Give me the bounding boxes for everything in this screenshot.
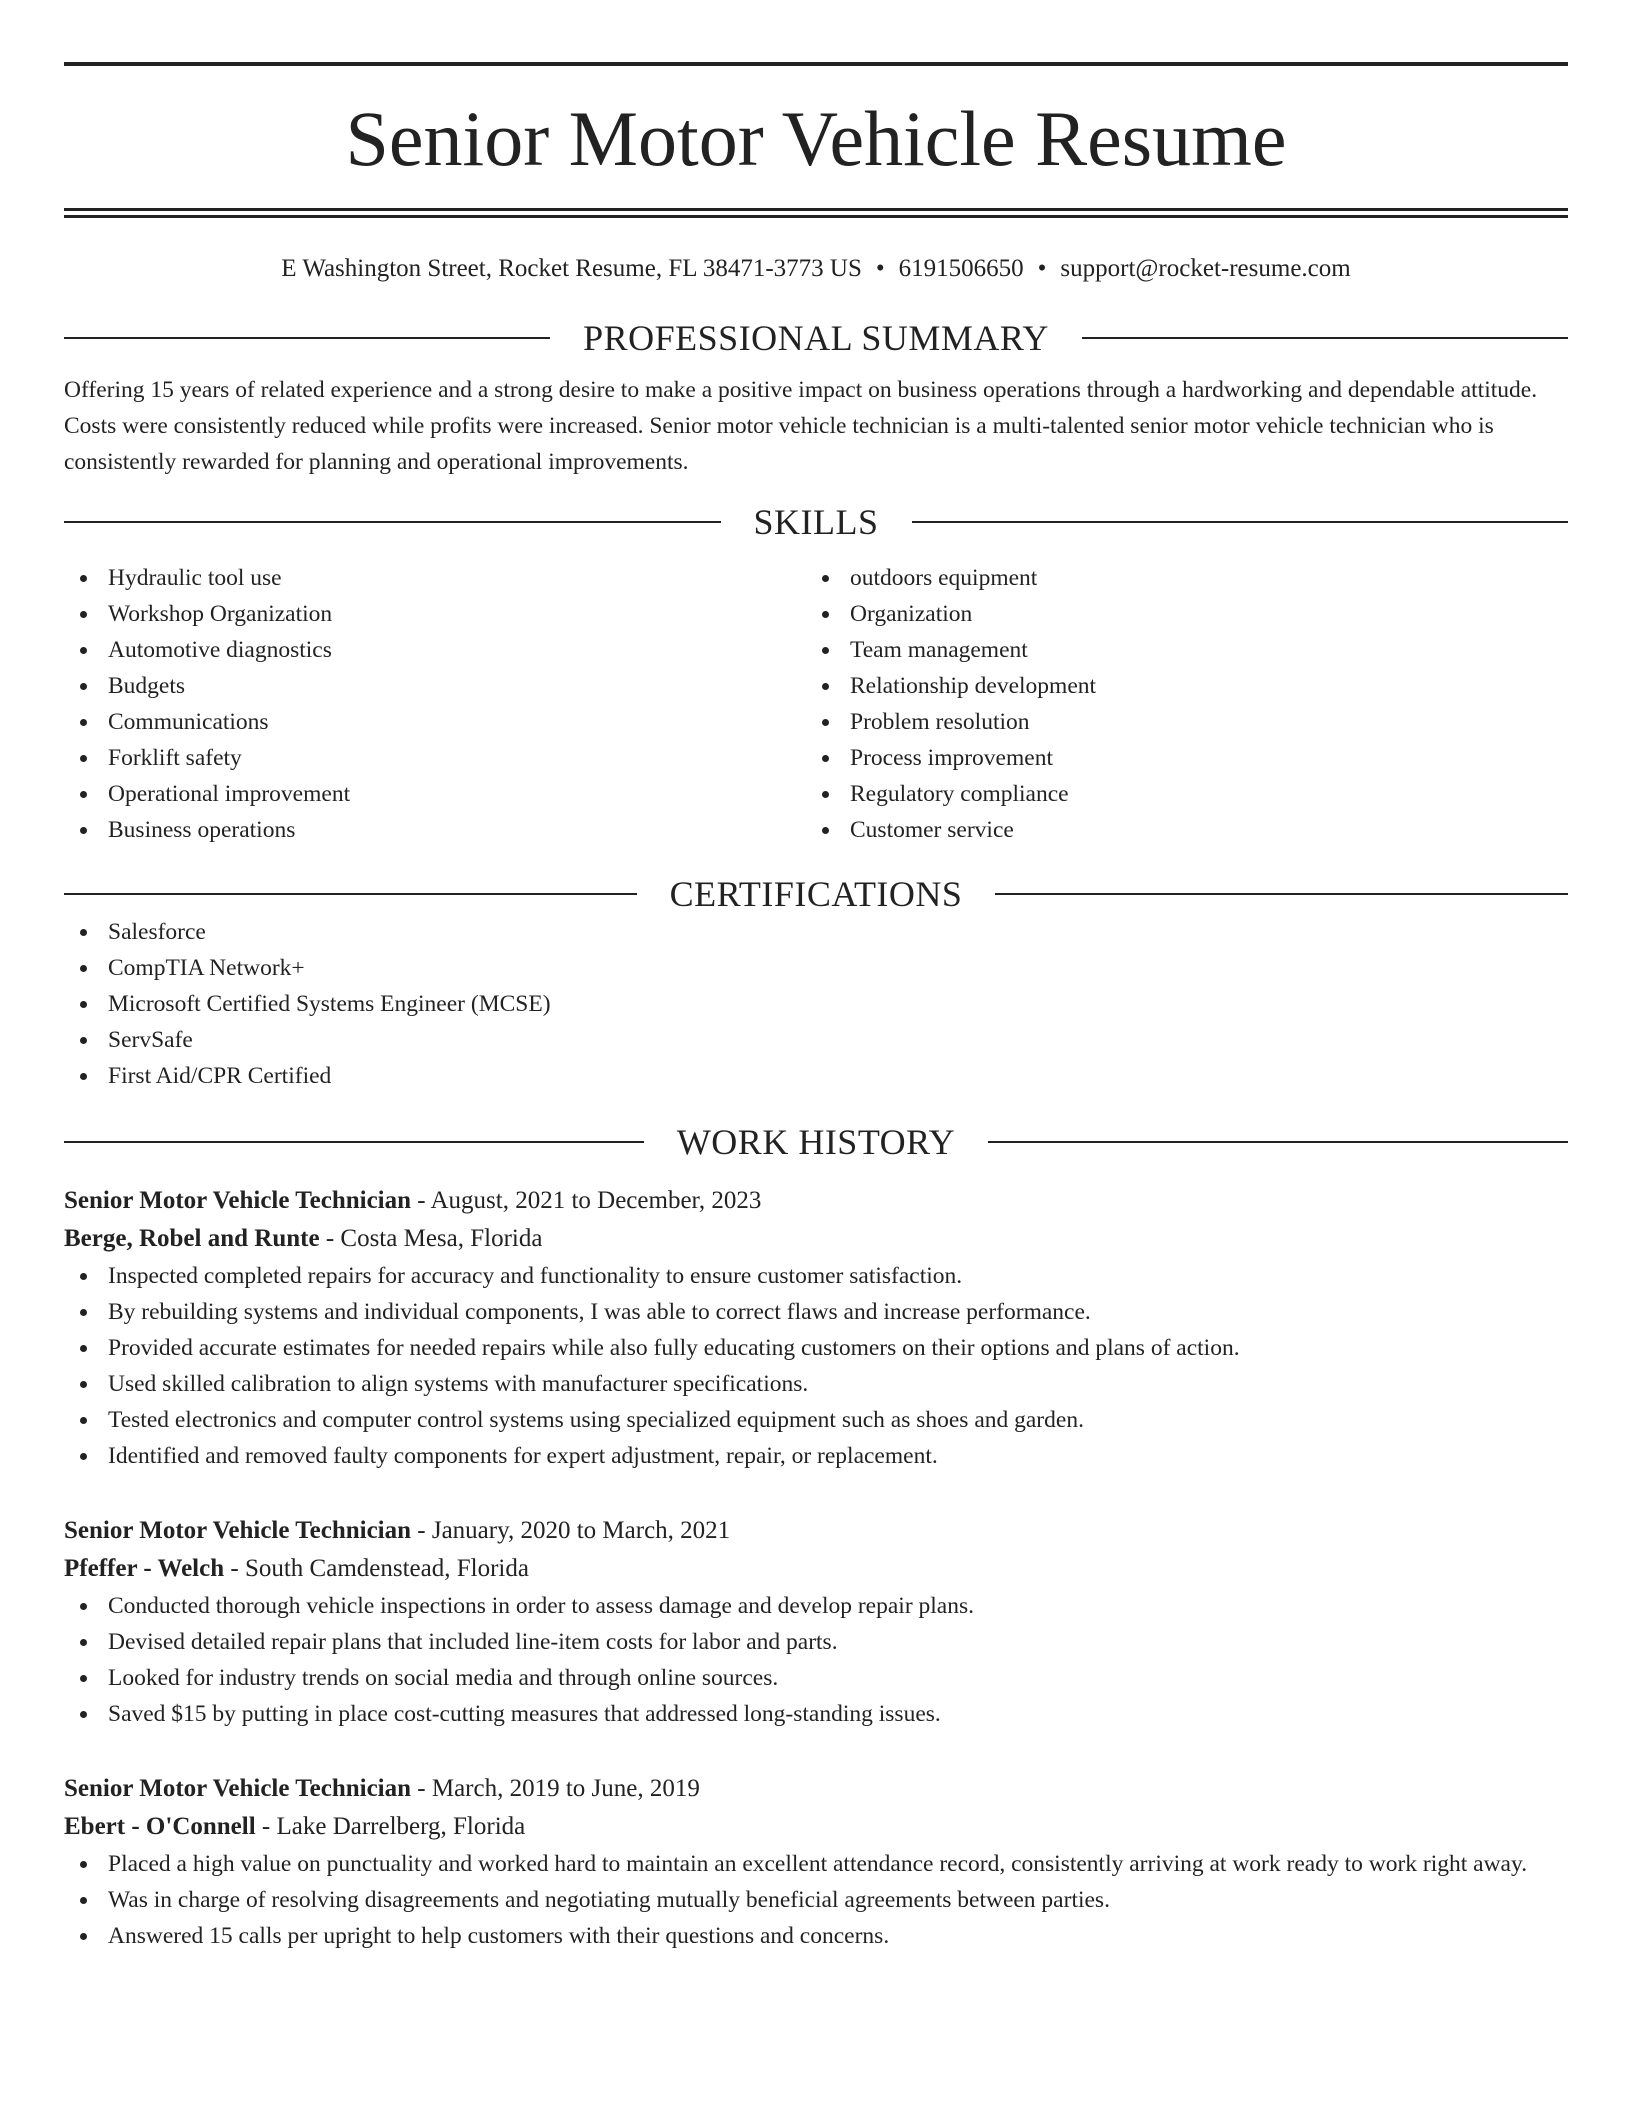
skill-item: Budgets xyxy=(64,668,806,704)
skill-item: Hydraulic tool use xyxy=(64,560,806,596)
skill-item: Operational improvement xyxy=(64,776,806,812)
skill-item: Automotive diagnostics xyxy=(64,632,806,668)
job-title-line xyxy=(64,1770,1568,1808)
skill-item: outdoors equipment xyxy=(806,560,1548,596)
title-double-rule xyxy=(64,208,1568,218)
job-bullet: Conducted thorough vehicle inspections in order to assess damage and develop repair plans. xyxy=(64,1588,1568,1624)
job-bullet-list xyxy=(64,1846,1568,1954)
certifications-list xyxy=(64,914,1568,1094)
skill-item: Relationship development xyxy=(806,668,1548,704)
skill-item: Business operations xyxy=(64,812,806,848)
job-location: - Lake Darrelberg, Florida xyxy=(255,1813,526,1840)
job-bullet: Devised detailed repair plans that included line-item costs for labor and parts. xyxy=(64,1624,1568,1660)
contact-address: E Washington Street, Rocket Resume, FL 38471-3773 US xyxy=(281,255,862,282)
job-dates: - March, 2019 to June, 2019 xyxy=(411,1775,700,1802)
skill-item: Problem resolution xyxy=(806,704,1548,740)
job-entry xyxy=(64,1512,1568,1732)
skills-left-list xyxy=(64,560,806,848)
skills-grid xyxy=(64,560,1568,848)
skill-item: Organization xyxy=(806,596,1548,632)
certification-item: Microsoft Certified Systems Engineer (MCSE) xyxy=(64,986,1568,1022)
job-bullet: Used skilled calibration to align systems with manufacturer specifications. xyxy=(64,1366,1568,1402)
summary-heading xyxy=(64,318,1568,358)
job-company: Pfeffer - Welch xyxy=(64,1555,225,1582)
job-title: Senior Motor Vehicle Technician xyxy=(64,1187,412,1214)
job-bullet: Placed a high value on punctuality and worked hard to maintain an excellent attendance record, consistently arriving at work ready to work right away. xyxy=(64,1846,1568,1882)
job-company-line xyxy=(64,1808,1568,1846)
job-bullet: Tested electronics and computer control systems using specialized equipment such as shoes and garden. xyxy=(64,1402,1568,1438)
job-dates: - January, 2020 to March, 2021 xyxy=(411,1517,731,1544)
skill-item: Workshop Organization xyxy=(64,596,806,632)
summary-heading-label: PROFESSIONAL SUMMARY xyxy=(583,318,1049,358)
job-bullet: Saved $15 by putting in place cost-cutting measures that addressed long-standing issues. xyxy=(64,1696,1568,1732)
skill-item: Customer service xyxy=(806,812,1548,848)
job-company-line xyxy=(64,1550,1568,1588)
skills-right-list xyxy=(806,560,1548,848)
certification-item: First Aid/CPR Certified xyxy=(64,1058,1568,1094)
skill-item: Process improvement xyxy=(806,740,1548,776)
heading-rule-left xyxy=(64,1141,644,1143)
certification-item: ServSafe xyxy=(64,1022,1568,1058)
job-bullet: Answered 15 calls per upright to help customers with their questions and concerns. xyxy=(64,1918,1568,1954)
skills-heading xyxy=(64,502,1568,542)
certifications-heading xyxy=(64,874,1568,914)
job-company-line xyxy=(64,1220,1568,1258)
job-location: - Costa Mesa, Florida xyxy=(319,1225,543,1252)
job-dates: - August, 2021 to December, 2023 xyxy=(411,1187,762,1214)
heading-rule-right xyxy=(988,1141,1568,1143)
contact-phone[interactable]: 6191506650 xyxy=(898,255,1024,282)
job-company: Ebert - O'Connell xyxy=(64,1813,256,1840)
heading-rule-right xyxy=(995,893,1568,895)
job-title-line xyxy=(64,1512,1568,1550)
skill-item: Forklift safety xyxy=(64,740,806,776)
job-bullet: Inspected completed repairs for accuracy and functionality to ensure customer satisfaction. xyxy=(64,1258,1568,1294)
skill-item: Team management xyxy=(806,632,1548,668)
job-bullet: By rebuilding systems and individual components, I was able to correct flaws and increase performance. xyxy=(64,1294,1568,1330)
certification-item: CompTIA Network+ xyxy=(64,950,1568,986)
summary-text: Offering 15 years of related experience and a strong desire to make a positive impact on business operations through a hardworking and dependable attitude. Costs were consistently reduced while profits were increased. Senior motor vehicle technician is a multi-talented senior motor vehicle technician who is consistently rewarded for planning and operational improvements. xyxy=(64,377,1538,475)
job-title: Senior Motor Vehicle Technician xyxy=(64,1775,412,1802)
job-title: Senior Motor Vehicle Technician xyxy=(64,1517,412,1544)
job-bullet: Provided accurate estimates for needed repairs while also fully educating customers on their options and plans of action. xyxy=(64,1330,1568,1366)
skills-heading-label: SKILLS xyxy=(753,502,879,542)
certification-item: Salesforce xyxy=(64,914,1568,950)
heading-rule-right xyxy=(912,521,1569,523)
job-entry xyxy=(64,1770,1568,1954)
heading-rule-left xyxy=(64,893,637,895)
contact-separator: • xyxy=(875,255,885,282)
top-rule xyxy=(64,62,1568,66)
heading-rule-right xyxy=(1082,337,1568,339)
certifications-heading-label: CERTIFICATIONS xyxy=(669,874,963,914)
job-location: - South Camdenstead, Florida xyxy=(224,1555,529,1582)
job-company: Berge, Robel and Runte xyxy=(64,1225,320,1252)
contact-email[interactable]: support@rocket-resume.com xyxy=(1060,255,1351,282)
skill-item: Regulatory compliance xyxy=(806,776,1548,812)
work-history-heading-label: WORK HISTORY xyxy=(676,1122,956,1162)
job-bullet: Was in charge of resolving disagreements and negotiating mutually beneficial agreements between parties. xyxy=(64,1882,1568,1918)
job-title-line xyxy=(64,1182,1568,1220)
resume-title: Senior Motor Vehicle Resume xyxy=(345,95,1287,182)
job-entry xyxy=(64,1182,1568,1474)
heading-rule-left xyxy=(64,337,550,339)
skill-item: Communications xyxy=(64,704,806,740)
job-bullet-list xyxy=(64,1258,1568,1474)
job-bullet-list xyxy=(64,1588,1568,1732)
job-bullet: Identified and removed faulty components for expert adjustment, repair, or replacement. xyxy=(64,1438,1568,1474)
job-bullet: Looked for industry trends on social media and through online sources. xyxy=(64,1660,1568,1696)
contact-line xyxy=(64,254,1568,284)
work-history-heading xyxy=(64,1122,1568,1162)
heading-rule-left xyxy=(64,521,721,523)
contact-separator: • xyxy=(1037,255,1047,282)
